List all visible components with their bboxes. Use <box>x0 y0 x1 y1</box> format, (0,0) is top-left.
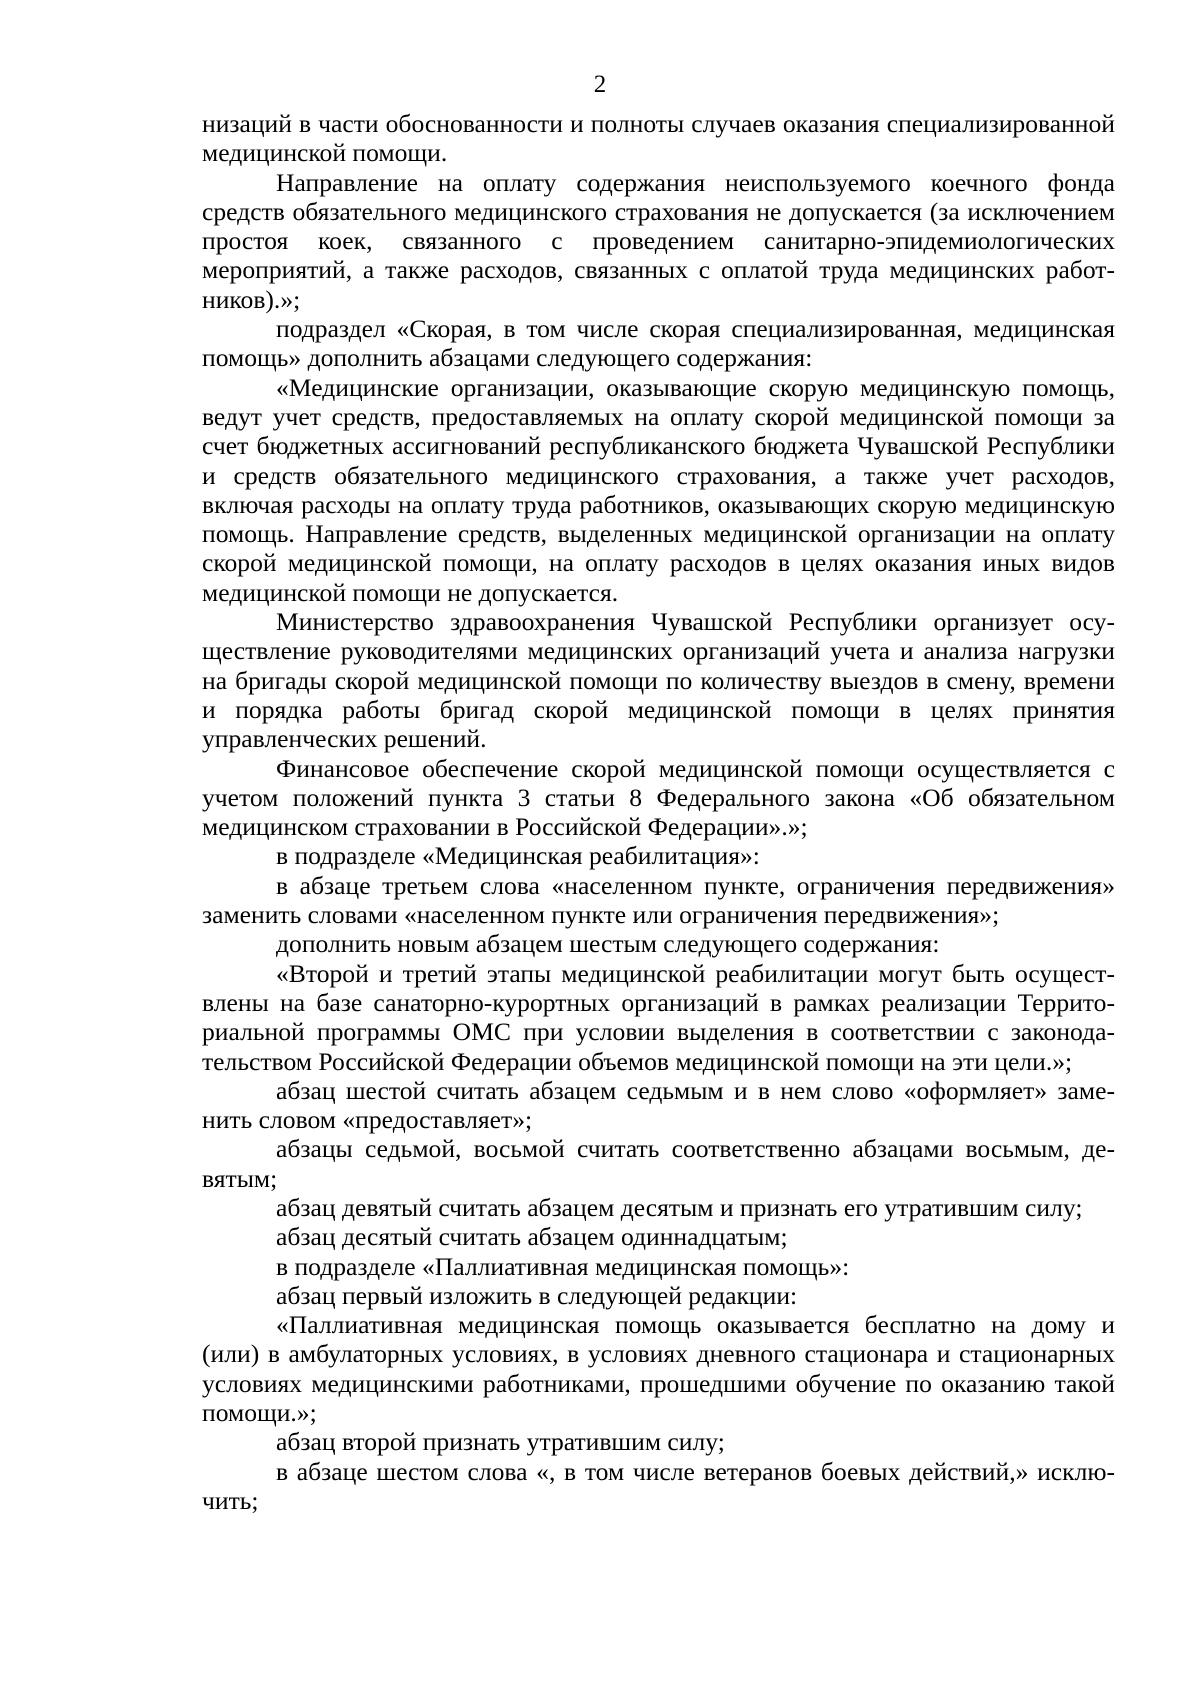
paragraph: подраздел «Скорая, в том числе скорая специализированная, медицинская помощь» дополнить абзацами следующего содержания: <box>202 314 1115 373</box>
page-number: 2 <box>593 71 607 98</box>
paragraph: абзац шестой считать абзацем седьмым и в нем слово «оформляет» заменить словом «предоставляет»; <box>202 1075 1115 1135</box>
paragraph-continuation: низаций в части обоснованности и полноты случаев оказания специализированной медицинской помощи. <box>202 109 1115 168</box>
paragraph: в подразделе «Паллиативная медицинская помощь»: <box>276 1251 850 1281</box>
paragraph: Министерство здравоохранения Чувашской Республики организует осуществление руководителями медицинских организаций учета и анализа нагрузки на бригады скорой медицинской помощи по количеству выездов в смену, времени и порядка работы бригад скорой медицинской помощи в целях принятия управленческих решений. <box>202 607 1115 754</box>
paragraph: «Второй и третий этапы медицинской реабилитации могут быть осуществлены на базе санаторно-курортных организаций в рамках реализации Территориальной программы ОМС при условии выделения в соответствии с законодательством Российской Федерации объемов медицинской помощи на эти цели.»; <box>202 958 1115 1076</box>
paragraph: Финансовое обеспечение скорой медицинской помощи осуществляется с учетом положений пункта 3 статьи 8 Федерального закона «Об обязательном медицинском страховании в Российской Федерации».»; <box>202 753 1115 842</box>
paragraph: Направление на оплату содержания неиспользуемого коечного фонда средств обязательного медицинского страхования не допускается (за исключением простоя коек, связанного с проведением санитарно-эпидемиологических мероприятий, а также расходов, связанных с оплатой труда медицинских работников).»; <box>202 167 1115 314</box>
paragraph: абзац второй признать утратившим силу; <box>276 1427 725 1457</box>
paragraph: в подразделе «Медицинская реабилитация»: <box>276 841 760 871</box>
paragraph: «Медицинские организации, оказывающие скорую медицинскую помощь, ведут учет средств, предоставляемых на оплату скорой медицинской помощи за счет бюджетных ассигнований республиканского бюджета Чувашской Республики и средств обязательного медицинского страхования, а также учет расходов, включая расходы на оплату труда работников, оказывающих скорую медицинскую помощь. Направление средств, выделенных медицинской организации на оплату скорой медицинской помощи, на оплату расходов в целях оказания иных видов медицинской помощи не допускается. <box>202 372 1115 607</box>
paragraph: абзац девятый считать абзацем десятым и признать его утратившим силу; <box>276 1192 1083 1222</box>
paragraph: в абзаце третьем слова «населенном пункте, ограничения передвижения» заменить словами «населенном пункте или ограничения передвижения»; <box>202 870 1115 930</box>
paragraph: абзацы седьмой, восьмой считать соответственно абзацами восьмым, девятым; <box>202 1134 1115 1193</box>
paragraph: в абзаце шестом слова «, в том числе ветеранов боевых действий,» исключить; <box>202 1456 1115 1515</box>
paragraph: абзац первый изложить в следующей редакции: <box>276 1280 798 1310</box>
paragraph: дополнить новым абзацем шестым следующего содержания: <box>276 929 940 959</box>
paragraph: «Паллиативная медицинская помощь оказывается бесплатно на дому и (или) в амбулаторных условиях, в условиях дневного стационара и стационарных условиях медицинскими работниками, прошедшими обучение по оказанию такой помощи.»; <box>202 1310 1115 1428</box>
document-body <box>202 109 1115 1515</box>
paragraph: абзац десятый считать абзацем одиннадцатым; <box>276 1222 788 1252</box>
